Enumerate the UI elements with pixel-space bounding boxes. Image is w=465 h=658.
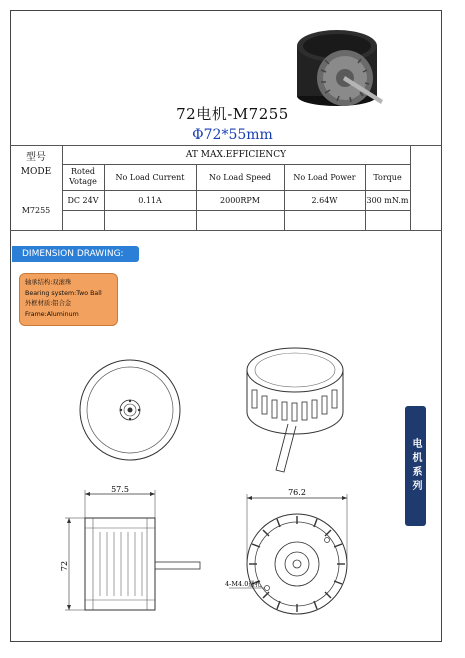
model-label-cn: 型号	[26, 152, 46, 163]
model-label-en: MODE	[20, 167, 52, 177]
voltage-value: DC 24V	[67, 196, 99, 205]
diameter-dimension-label: 76.2	[288, 488, 306, 497]
height-dimension-label: 72	[60, 560, 69, 572]
hole-dimension-label: 4-M4.0通孔	[225, 580, 262, 588]
current-value: 0.11A	[138, 196, 162, 205]
col-header-current: No Load Current	[115, 173, 185, 182]
product-size: Φ72*55mm	[192, 127, 273, 143]
bearing-cn: 轴承结构:双滚珠	[25, 279, 72, 286]
frame-cn: 外框材质:铝合金	[25, 300, 72, 307]
speed-value: 2000RPM	[220, 196, 260, 205]
torque-value: 300 mN.m	[366, 196, 409, 205]
specs-box	[19, 273, 118, 326]
product-title: 72电机-M7255	[176, 105, 289, 123]
isometric-view-drawing	[240, 342, 360, 477]
frame-en: Frame:Aluminum	[25, 310, 79, 318]
col-header-voltage: Roted Votage	[69, 167, 97, 186]
front-view-drawing	[75, 355, 185, 465]
motor-series-side-tab: 电机系列	[405, 406, 426, 526]
width-dimension-label: 57.5	[111, 486, 129, 494]
col-header-power: No Load Power	[293, 173, 356, 182]
bearing-en: Bearing system:Two Ball	[25, 289, 102, 297]
rear-view-drawing	[225, 486, 375, 626]
col-header-speed: No Load Speed	[208, 173, 272, 182]
dimension-drawing-tab: DIMENSION DRAWING:	[12, 246, 139, 262]
group-header: AT MAX.EFFICIENCY	[185, 150, 287, 160]
model-value: M7255	[21, 206, 51, 215]
col-header-torque: Torque	[373, 173, 402, 182]
side-view-drawing	[55, 486, 205, 626]
power-value: 2.64W	[311, 196, 338, 205]
